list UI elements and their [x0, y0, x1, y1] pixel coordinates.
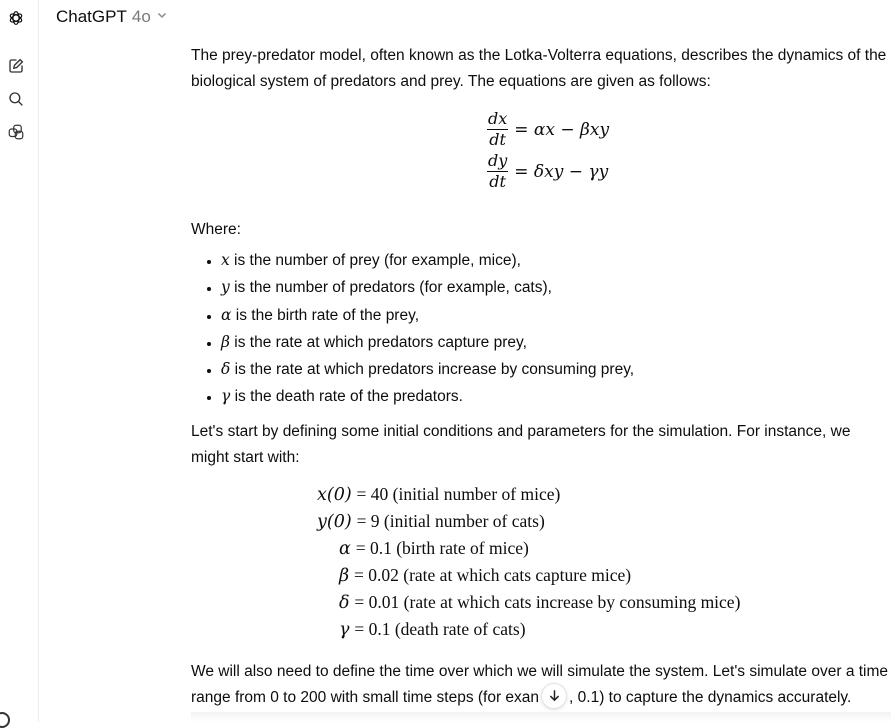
cond-rhs: = 9 (initial number of cats): [356, 510, 545, 531]
intro-paragraph: The prey-predator model, often known as the Lotka-Volterra equations, describes the dynamics of the biological system of predators and prey. The equations are given as follows:: [191, 47, 887, 90]
condition-x0: [317, 481, 560, 508]
cond-rhs: = 40 (initial number of mice): [356, 483, 561, 504]
symbol: x: [221, 251, 230, 269]
fraction: [487, 151, 508, 192]
item-text: is the rate at which predators capture prey,: [229, 333, 527, 351]
equations-block: [191, 109, 891, 209]
cond-rhs: = 0.01 (rate at which cats increase by consuming mice): [354, 591, 741, 612]
item-text: is the number of predators (for example, cats),: [229, 279, 552, 297]
condition-delta: [339, 589, 740, 616]
condition-beta: [339, 562, 631, 589]
fraction: [487, 109, 508, 150]
cond-lhs: y(0): [317, 511, 352, 532]
denominator: dt: [489, 130, 506, 149]
search-icon[interactable]: [6, 89, 26, 109]
arrow-down-icon: [548, 689, 561, 702]
item-text: is the rate at which predators increase by consuming prey,: [230, 361, 635, 379]
composer-fade: [191, 712, 891, 722]
symbol: γ: [221, 387, 231, 406]
app-name: ChatGPT: [56, 7, 127, 26]
time-line-1: We will also need to define the time over which we will simulate the system. Let's simulate over a time: [191, 662, 889, 680]
condition-y0: [317, 508, 545, 535]
list-item: [221, 383, 891, 410]
cond-rhs: = 0.1 (death rate of cats): [354, 618, 526, 639]
symbol: δ: [221, 360, 231, 379]
item-text: is the death rate of the predators.: [230, 388, 463, 406]
model-name: 4o: [131, 7, 151, 26]
time-paragraph: [191, 659, 891, 711]
cond-lhs: γ: [339, 619, 350, 640]
assistant-message: [191, 43, 891, 711]
where-label: Where:: [191, 221, 241, 238]
cond-lhs: α: [339, 538, 351, 559]
condition-gamma: [339, 616, 526, 643]
sidebar: [0, 0, 39, 722]
list-item: [221, 329, 891, 356]
chevron-down-icon: [156, 8, 168, 26]
openai-logo-icon[interactable]: [6, 8, 26, 28]
explore-gpts-icon[interactable]: [6, 122, 26, 142]
time-line-2a: range from 0 to 200 with small time steps (for exan: [191, 688, 540, 706]
symbol: α: [221, 305, 232, 324]
symbol: β: [221, 332, 230, 351]
cond-lhs: β: [339, 565, 350, 586]
list-item: [221, 302, 891, 329]
item-text: is the number of prey (for example, mice),: [229, 252, 521, 269]
conditions-block: [191, 481, 891, 641]
cond-rhs: = 0.1 (birth rate of mice): [355, 537, 529, 558]
symbol: y: [221, 278, 230, 297]
denominator: dt: [489, 172, 506, 191]
cond-rhs: = 0.02 (rate at which cats capture mice): [354, 564, 632, 585]
parameters-paragraph: Let's start by defining some initial conditions and parameters for the simulation. For instance, we might start with:: [191, 422, 851, 466]
cond-lhs: δ: [339, 592, 350, 613]
avatar[interactable]: [0, 712, 10, 728]
list-item: [221, 356, 891, 383]
equation-dy: [487, 151, 608, 192]
cond-lhs: x(0): [317, 484, 352, 505]
equation-dx: [487, 109, 609, 150]
new-chat-icon[interactable]: [6, 56, 26, 76]
variable-list: [191, 247, 891, 411]
list-item: [221, 247, 891, 274]
time-line-2b: , 0.1) to capture the dynamics accurately.: [569, 688, 852, 706]
scroll-down-button[interactable]: [541, 683, 567, 709]
model-selector[interactable]: [56, 5, 168, 29]
condition-alpha: [339, 535, 529, 562]
list-item: [221, 274, 891, 301]
equation-rhs: = αx − βxy: [514, 119, 610, 140]
numerator: dy: [488, 151, 508, 170]
numerator: dx: [488, 109, 508, 128]
item-text: is the birth rate of the prey,: [231, 306, 419, 324]
equation-rhs: = δxy − γy: [514, 161, 609, 182]
